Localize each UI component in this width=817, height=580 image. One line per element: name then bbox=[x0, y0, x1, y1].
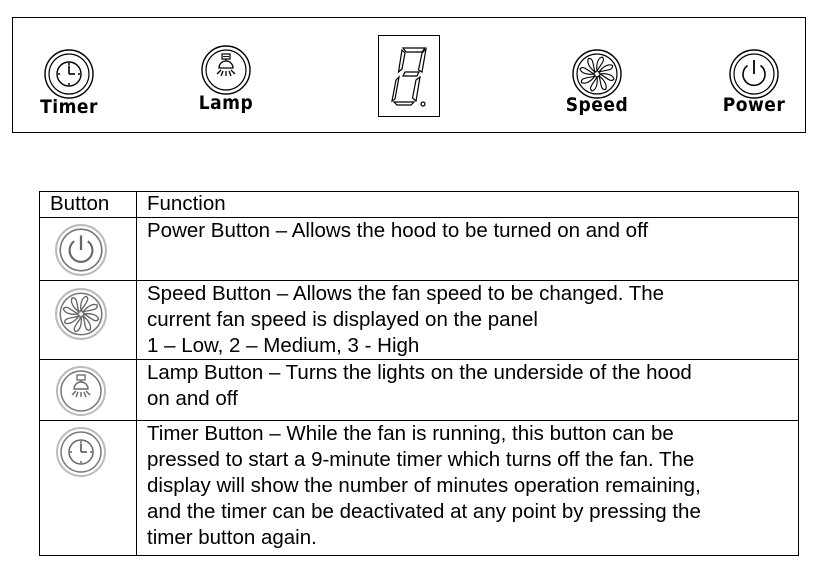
speed-function-text bbox=[137, 281, 799, 360]
text-line: Power Button – Allows the hood to be turned on and off bbox=[147, 219, 649, 242]
power-icon bbox=[728, 48, 780, 100]
clock-icon bbox=[55, 426, 107, 478]
timer-function-text bbox=[137, 421, 799, 556]
timer-button[interactable] bbox=[40, 48, 98, 118]
table-header-row bbox=[40, 192, 799, 218]
text-line: Lamp Button – Turns the lights on the underside of the hood bbox=[147, 361, 692, 384]
power-icon-cell bbox=[40, 218, 137, 281]
clock-icon bbox=[43, 48, 95, 100]
text-line: on and off bbox=[147, 387, 238, 410]
text-line: and the timer can be deactivated at any point by pressing the bbox=[147, 500, 701, 523]
fan-icon bbox=[571, 48, 623, 100]
table-row bbox=[40, 421, 799, 556]
fan-icon bbox=[54, 287, 108, 341]
text-line: timer button again. bbox=[147, 526, 317, 549]
lamp-label: Lamp bbox=[198, 92, 254, 114]
timer-label: Timer bbox=[40, 96, 98, 118]
table-row bbox=[40, 281, 799, 360]
speed-button[interactable] bbox=[565, 48, 629, 116]
text-line: pressed to start a 9-minute timer which turns off the fan. The bbox=[147, 448, 695, 471]
lightbulb-icon bbox=[55, 365, 107, 417]
header-function: Function bbox=[137, 192, 799, 218]
header-button: Button bbox=[40, 192, 137, 218]
table-row bbox=[40, 360, 799, 421]
speed-label: Speed bbox=[565, 94, 629, 116]
text-line: Speed Button – Allows the fan speed to be changed. The bbox=[147, 282, 665, 305]
table-row bbox=[40, 218, 799, 281]
lamp-function-text bbox=[137, 360, 799, 421]
power-label: Power bbox=[722, 94, 786, 116]
text-line: current fan speed is displayed on the panel bbox=[147, 308, 538, 331]
power-function-text bbox=[137, 218, 799, 281]
text-line: Timer Button – While the fan is running, this button can be bbox=[147, 422, 674, 445]
lightbulb-icon bbox=[200, 44, 252, 96]
power-button[interactable] bbox=[722, 48, 786, 116]
button-function-table bbox=[39, 191, 799, 556]
seven-segment-display-icon bbox=[379, 36, 439, 116]
power-icon bbox=[54, 223, 108, 277]
lamp-icon-cell bbox=[40, 360, 137, 421]
text-line: 1 – Low, 2 – Medium, 3 - High bbox=[147, 334, 420, 357]
text-line: display will show the number of minutes operation remaining, bbox=[147, 474, 701, 497]
control-panel bbox=[12, 17, 806, 133]
timer-icon-cell bbox=[40, 421, 137, 556]
speed-icon-cell bbox=[40, 281, 137, 360]
seven-segment-display bbox=[378, 35, 440, 117]
lamp-button[interactable] bbox=[198, 48, 254, 114]
